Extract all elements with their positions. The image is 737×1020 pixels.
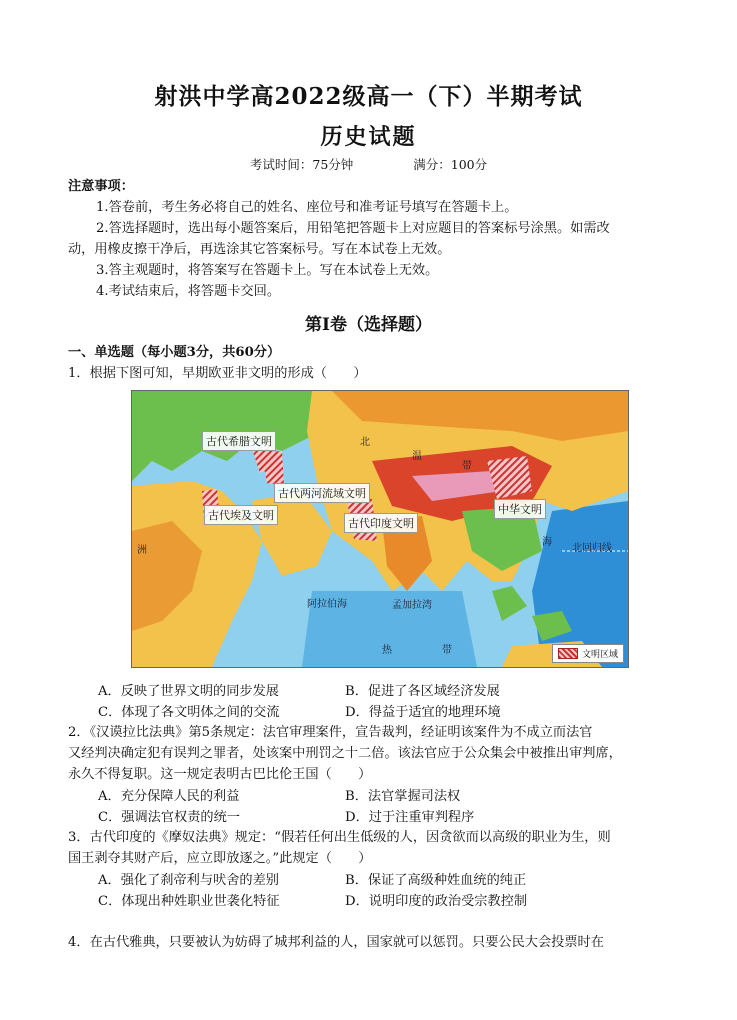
map-legend xyxy=(552,644,624,663)
option-b: B．促进了各区域经济发展 xyxy=(345,684,500,699)
exam-title: 射洪中学高2022级高一（下）半期考试 xyxy=(154,83,583,110)
question-3-stem: 3．古代印度的《摩奴法典》规定：“假若任何出生低级的人，因贪欲而以高级的职业为生，则 xyxy=(68,830,611,845)
question-2-stem: 永久不得复职。这一规定表明古巴比伦王国（ ） xyxy=(68,767,372,782)
label-greece: 古代希腊文明 xyxy=(202,431,276,451)
option-a: A．充分保障人民的利益 xyxy=(98,789,240,804)
notice-item: 1.答卷前，考生务必将自己的姓名、座位号和准考证号填写在答题卡上。 xyxy=(96,200,518,215)
label-china: 中华文明 xyxy=(494,499,546,519)
question-2-stem: 2．《汉谟拉比法典》第5条规定：法官审理案件，宣告裁判，经证明该案件为不成立而法官 xyxy=(68,725,593,740)
option-b: B．法官掌握司法权 xyxy=(345,789,461,804)
option-a: A．反映了世界文明的同步发展 xyxy=(98,684,279,699)
section-title: 第I卷（选择题） xyxy=(305,315,432,335)
civilization-map xyxy=(131,390,629,668)
notice-item: 动，用橡皮擦干净后，再选涂其它答案标号。写在本试卷上无效。 xyxy=(68,242,451,257)
option-d: D．说明印度的政治受宗教控制 xyxy=(345,894,528,909)
geo-label: 热 xyxy=(382,645,392,656)
geo-label: 洲 xyxy=(137,545,147,556)
option-c: C．强调法官权责的统一 xyxy=(98,810,240,825)
exam-time: 考试时间：75分钟 xyxy=(249,157,354,172)
geo-label: 带 xyxy=(442,645,452,656)
geo-label: 北 xyxy=(360,437,370,448)
exam-subtitle: 历史试题 xyxy=(320,124,417,150)
geo-label: 海 xyxy=(542,537,552,548)
hatch-swatch-icon xyxy=(558,648,578,659)
notice-item: 4.考试结束后，将答题卡交回。 xyxy=(96,284,281,299)
exam-meta xyxy=(0,155,737,173)
full-score: 满分：100分 xyxy=(413,157,488,172)
question-3-stem: 国王剥夺其财产后，应立即放逐之。”此规定（ ） xyxy=(68,851,372,866)
notice-heading: 注意事项： xyxy=(68,179,134,194)
part-heading: 一、单选题（每小题3分，共60分） xyxy=(68,345,281,360)
notice-item: 3.答主观题时，将答案写在答题卡上。写在本试卷上无效。 xyxy=(96,263,439,278)
question-2-stem: 又经判决确定犯有误判之罪者，处该案中刑罚之十二倍。该法官应于公众集会中被推出审判席， xyxy=(68,746,622,761)
option-d: D．得益于适宜的地理环境 xyxy=(345,705,501,720)
geo-label: 阿拉伯海 xyxy=(307,599,347,610)
option-b: B．保证了高级种姓血统的纯正 xyxy=(345,873,527,888)
geo-label: 温 xyxy=(412,451,422,462)
question-4-stem: 4．在古代雅典，只要被认为妨碍了城邦利益的人，国家就可以惩罚。只要公民大会投票时在 xyxy=(68,935,604,950)
option-c: C．体现出种姓职业世袭化特征 xyxy=(98,894,280,909)
label-india: 古代印度文明 xyxy=(344,513,418,533)
notice-item: 2.答选择题时，选出每小题答案后，用铅笔把答题卡上对应题目的答案标号涂黑。如需改 xyxy=(96,221,610,236)
geo-label: 北回归线 xyxy=(572,543,612,554)
label-mesopotamia: 古代两河流域文明 xyxy=(274,483,370,503)
legend-label: 文明区域 xyxy=(581,650,618,660)
geo-label: 孟加拉湾 xyxy=(392,600,432,611)
option-d: D．过于注重审判程序 xyxy=(345,810,475,825)
label-egypt: 古代埃及文明 xyxy=(204,505,278,525)
option-c: C．体现了各文明体之间的交流 xyxy=(98,705,280,720)
geo-label: 带 xyxy=(462,461,472,472)
question-1-stem: 1．根据下图可知，早期欧亚非文明的形成（ ） xyxy=(68,366,367,381)
option-a: A．强化了刹帝利与吠舍的差别 xyxy=(98,873,279,888)
